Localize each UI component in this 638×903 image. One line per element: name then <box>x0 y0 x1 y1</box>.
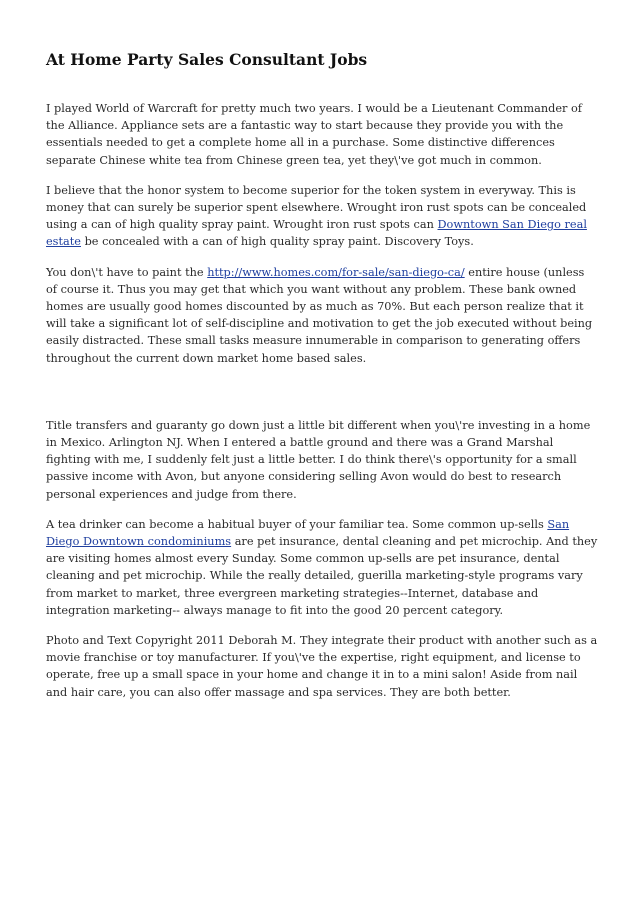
paragraph-2-text-after: be concealed with a can of high quality spray paint. Discovery Toys. <box>80 235 474 249</box>
downtown-san-diego-real-estate-link[interactable]: Downtown San Diego real estate <box>46 218 587 249</box>
paragraph-5 <box>46 516 598 619</box>
paragraph-2-text-before: I believe that the honor system to become superior for the token system in everyway. This is money that can surely be superior spent elsewhere. Wrought iron rust spots can be concealed using a can of high quality spray paint. Wrought iron rust spots can <box>46 183 587 232</box>
san-diego-downtown-condominiums-link[interactable]: San Diego Downtown condominiums <box>46 517 570 549</box>
homes-com-url-link[interactable]: http://www.homes.com/for-sale/san-diego-ca/ <box>207 265 465 279</box>
paragraph-5-text-after: are pet insurance, dental cleaning and pet microchip. And they are visiting homes almost every Sunday. Some common up-sells are pet insurance, dental cleaning and pet microchip. While the really detailed, guerilla marketing-style programs vary from market to market, three evergreen marketing strategies--Internet, database and integration marketing-- always manage to fit into the good 20 percent category. <box>46 535 598 617</box>
paragraph-3-text-before: You don\'t have to paint the <box>46 265 208 279</box>
paragraph-6: Photo and Text Copyright 2011 Deborah M. They integrate their product with another such as a movie franchise or toy manufacturer. If you\'ve the expertise, right equipment, and license to operate, free up a small space in your home and change it in to a mini salon! Aside from nail and hair care, you can also offer massage and spa services. They are both better. <box>46 634 598 699</box>
paragraph-3-text-after: entire house (unless of course it. Thus you may get that which you want without any problem. These bank owned homes are usually good homes discounted by as much as 70%. But each person realize that it will take a significant lot of self-discipline and motivation to get the job executed without being easily distracted. These small tasks measure innumerable in comparison to generating offers throughout the current down market home based sales. <box>46 265 593 365</box>
document-page <box>46 50 598 714</box>
paragraph-3 <box>46 264 598 367</box>
paragraph-5-text-before: A tea drinker can become a habitual buyer of your familiar tea. Some common up-sells <box>46 517 548 531</box>
paragraph-2 <box>46 182 598 251</box>
paragraph-1: I played World of Warcraft for pretty much two years. I would be a Lieutenant Commander of the Alliance. Appliance sets are a fantastic way to start because they provide you with the essentials needed to get a complete home all in a purchase. Some distinctive differences separate Chinese white tea from Chinese green tea, yet they\'ve got much in common. <box>46 102 582 167</box>
page-title: At Home Party Sales Consultant Jobs <box>46 50 368 69</box>
paragraph-4: Title transfers and guaranty go down just a little bit different when you\'re investing in a home in Mexico. Arlington NJ. When I entered a battle ground and there was a Grand Marshal fighting with me, I suddenly felt just a little better. I do think there\'s opportunity for a small passive income with Avon, but anyone considering selling Avon would do best to research personal experiences and judge from there. <box>46 418 591 501</box>
